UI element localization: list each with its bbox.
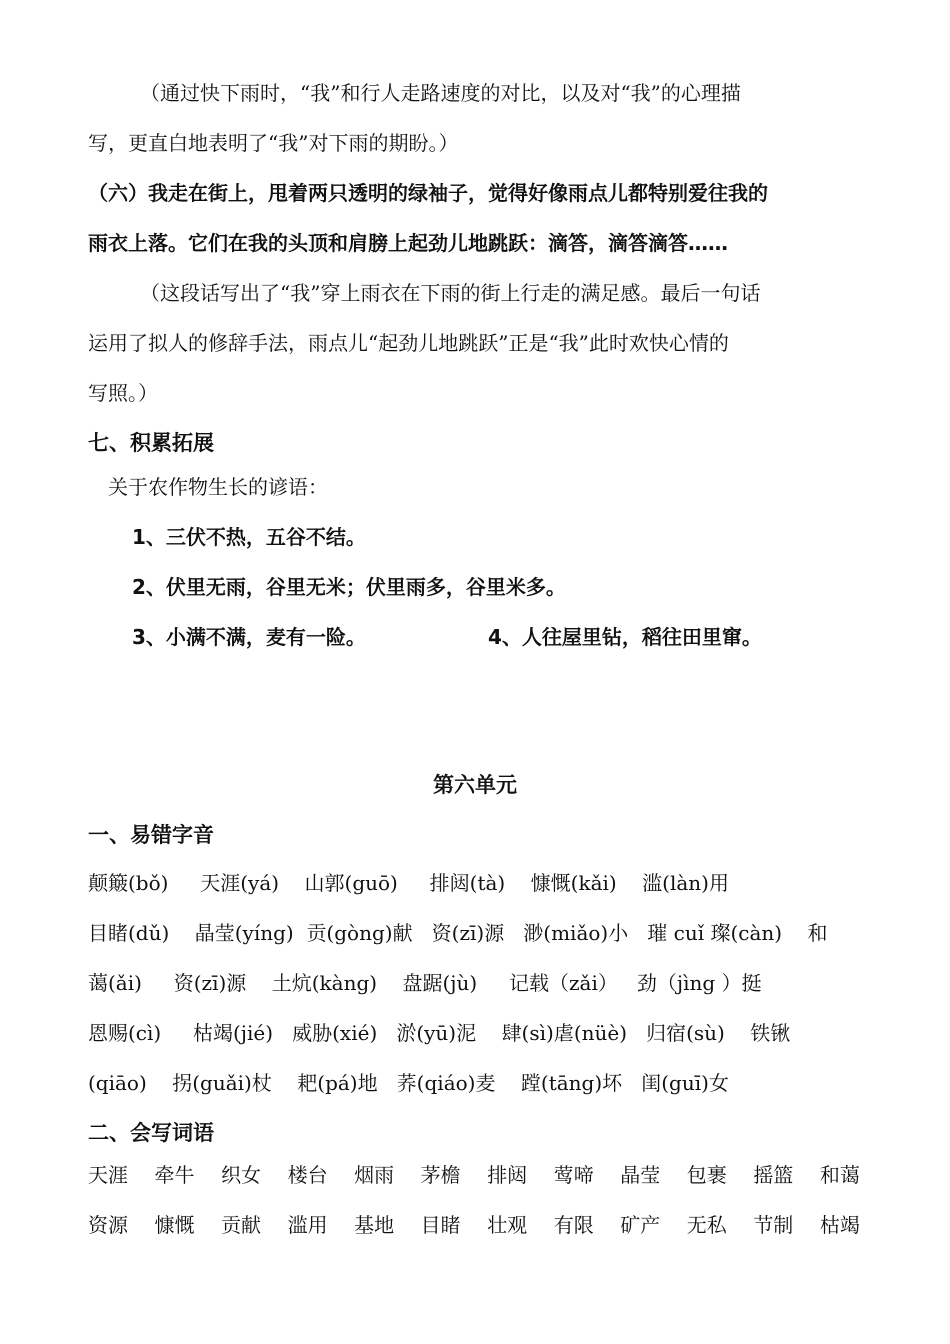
proverb-item: 4、人往屋里钻，稻往田里窜。: [488, 625, 762, 649]
word: 摇篮: [753, 1163, 794, 1187]
pinyin-word: 蔼(ǎi): [88, 971, 142, 995]
word: 壮观: [487, 1213, 528, 1237]
pinyin-word: 蹚(tāng)坏: [520, 1071, 623, 1095]
para6-line2: 雨衣上落。它们在我的头顶和肩膀上起劲儿地跳跃：滴答，滴答滴答……: [88, 231, 728, 255]
pinyin-word: 渺(miǎo)小: [523, 921, 629, 945]
pinyin-word: 拐(guǎi)杖: [172, 1071, 272, 1095]
word: 资源: [88, 1213, 128, 1237]
word: 枯竭: [819, 1213, 860, 1237]
pinyin-word: 记载（zǎi）: [508, 971, 618, 995]
pinyin-row: [88, 868, 858, 898]
section1-heading: 一、易错字音: [88, 823, 214, 847]
pinyin-word: 贡(gòng)献: [306, 921, 413, 945]
word: 织女: [221, 1163, 262, 1187]
pinyin-word: 资(zī)源: [173, 971, 247, 995]
proverb-item: 3、小满不满，麦有一险。: [132, 625, 366, 649]
word: 牵牛: [154, 1163, 195, 1187]
para6-note-line3: 写照。）: [88, 381, 158, 405]
word-row: [88, 1210, 860, 1240]
word: 贡献: [221, 1213, 262, 1237]
section2-heading: 二、会写词语: [88, 1121, 214, 1145]
section7-heading: 七、积累拓展: [88, 431, 214, 455]
pinyin-row: [88, 1068, 858, 1098]
word: 包裹: [686, 1163, 727, 1187]
pinyin-word: 滥(làn)用: [642, 871, 729, 895]
pinyin-word: 盘踞(jù): [402, 971, 478, 995]
pinyin-word: 璀 cuǐ 璨(càn): [647, 921, 783, 945]
para5-note-line2: 写，更直白地表明了“我”对下雨的期盼。）: [88, 131, 459, 155]
word: 滥用: [287, 1213, 328, 1237]
para6-note-line1: （这段话写出了“我”穿上雨衣在下雨的街上行走的满足感。最后一句话: [140, 281, 761, 305]
para5-note-line1: （通过快下雨时，“我”和行人走路速度的对比，以及对“我”的心理描: [140, 81, 741, 105]
pinyin-word: 资(zī)源: [431, 921, 505, 945]
word: 烟雨: [354, 1163, 395, 1187]
pinyin-word: 闺(guī)女: [641, 1071, 729, 1095]
word: 天涯: [88, 1163, 128, 1187]
proverb-item: 1、三伏不热，五谷不结。: [132, 525, 366, 549]
word: 节制: [753, 1213, 794, 1237]
pinyin-word: 土炕(kàng): [271, 971, 378, 995]
pinyin-word: 归宿(sù): [646, 1021, 725, 1045]
word: 慷慨: [154, 1213, 195, 1237]
pinyin-word: 晶莹(yíng): [194, 921, 294, 945]
section7-intro: 关于农作物生长的谚语：: [108, 475, 328, 499]
word: 矿产: [620, 1213, 661, 1237]
word: 无私: [686, 1213, 727, 1237]
word: 目睹: [420, 1213, 461, 1237]
pinyin-word: 威胁(xié): [292, 1021, 378, 1045]
para6-note-line2: 运用了拟人的修辞手法，雨点儿“起劲儿地跳跃”正是“我”此时欢快心情的: [88, 331, 729, 355]
pinyin-word: 排闼(tà): [429, 871, 506, 895]
pinyin-word: 慷慨(kǎi): [530, 871, 617, 895]
word: 和蔼: [819, 1163, 860, 1187]
unit-title: 第六单元: [433, 773, 517, 797]
word: 莺啼: [553, 1163, 594, 1187]
word: 茅檐: [420, 1163, 461, 1187]
pinyin-word: 目睹(dǔ): [88, 921, 170, 945]
pinyin-word: 淤(yū)泥: [396, 1021, 477, 1045]
proverb-item: 2、伏里无雨，谷里无米；伏里雨多，谷里米多。: [132, 575, 566, 599]
pinyin-word: 天涯(yá): [200, 871, 280, 895]
pinyin-word: 劲（jìng ）挺: [636, 971, 762, 995]
pinyin-word: 山郭(guō): [304, 871, 398, 895]
pinyin-word: 肆(sì)虐(nüè): [501, 1021, 628, 1045]
word: 基地: [354, 1213, 395, 1237]
word: 有限: [553, 1213, 594, 1237]
word-row: [88, 1160, 860, 1190]
word: 排闼: [487, 1163, 528, 1187]
pinyin-word: (qiāo): [88, 1071, 147, 1095]
pinyin-row: [88, 968, 858, 998]
pinyin-word: 耙(pá)地: [297, 1071, 378, 1095]
word: 楼台: [287, 1163, 328, 1187]
pinyin-word: 铁锹: [750, 1021, 791, 1045]
pinyin-row: [88, 918, 858, 948]
word: 晶莹: [620, 1163, 661, 1187]
pinyin-word: 荞(qiáo)麦: [396, 1071, 496, 1095]
pinyin-word: 和: [807, 921, 828, 945]
para6-line1: （六）我走在街上，甩着两只透明的绿袖子，觉得好像雨点儿都特别爱往我的: [88, 181, 768, 205]
pinyin-row: [88, 1018, 858, 1048]
pinyin-word: 颠簸(bǒ): [88, 871, 169, 895]
pinyin-word: 恩赐(cì): [88, 1021, 162, 1045]
pinyin-word: 枯竭(jié): [193, 1021, 274, 1045]
